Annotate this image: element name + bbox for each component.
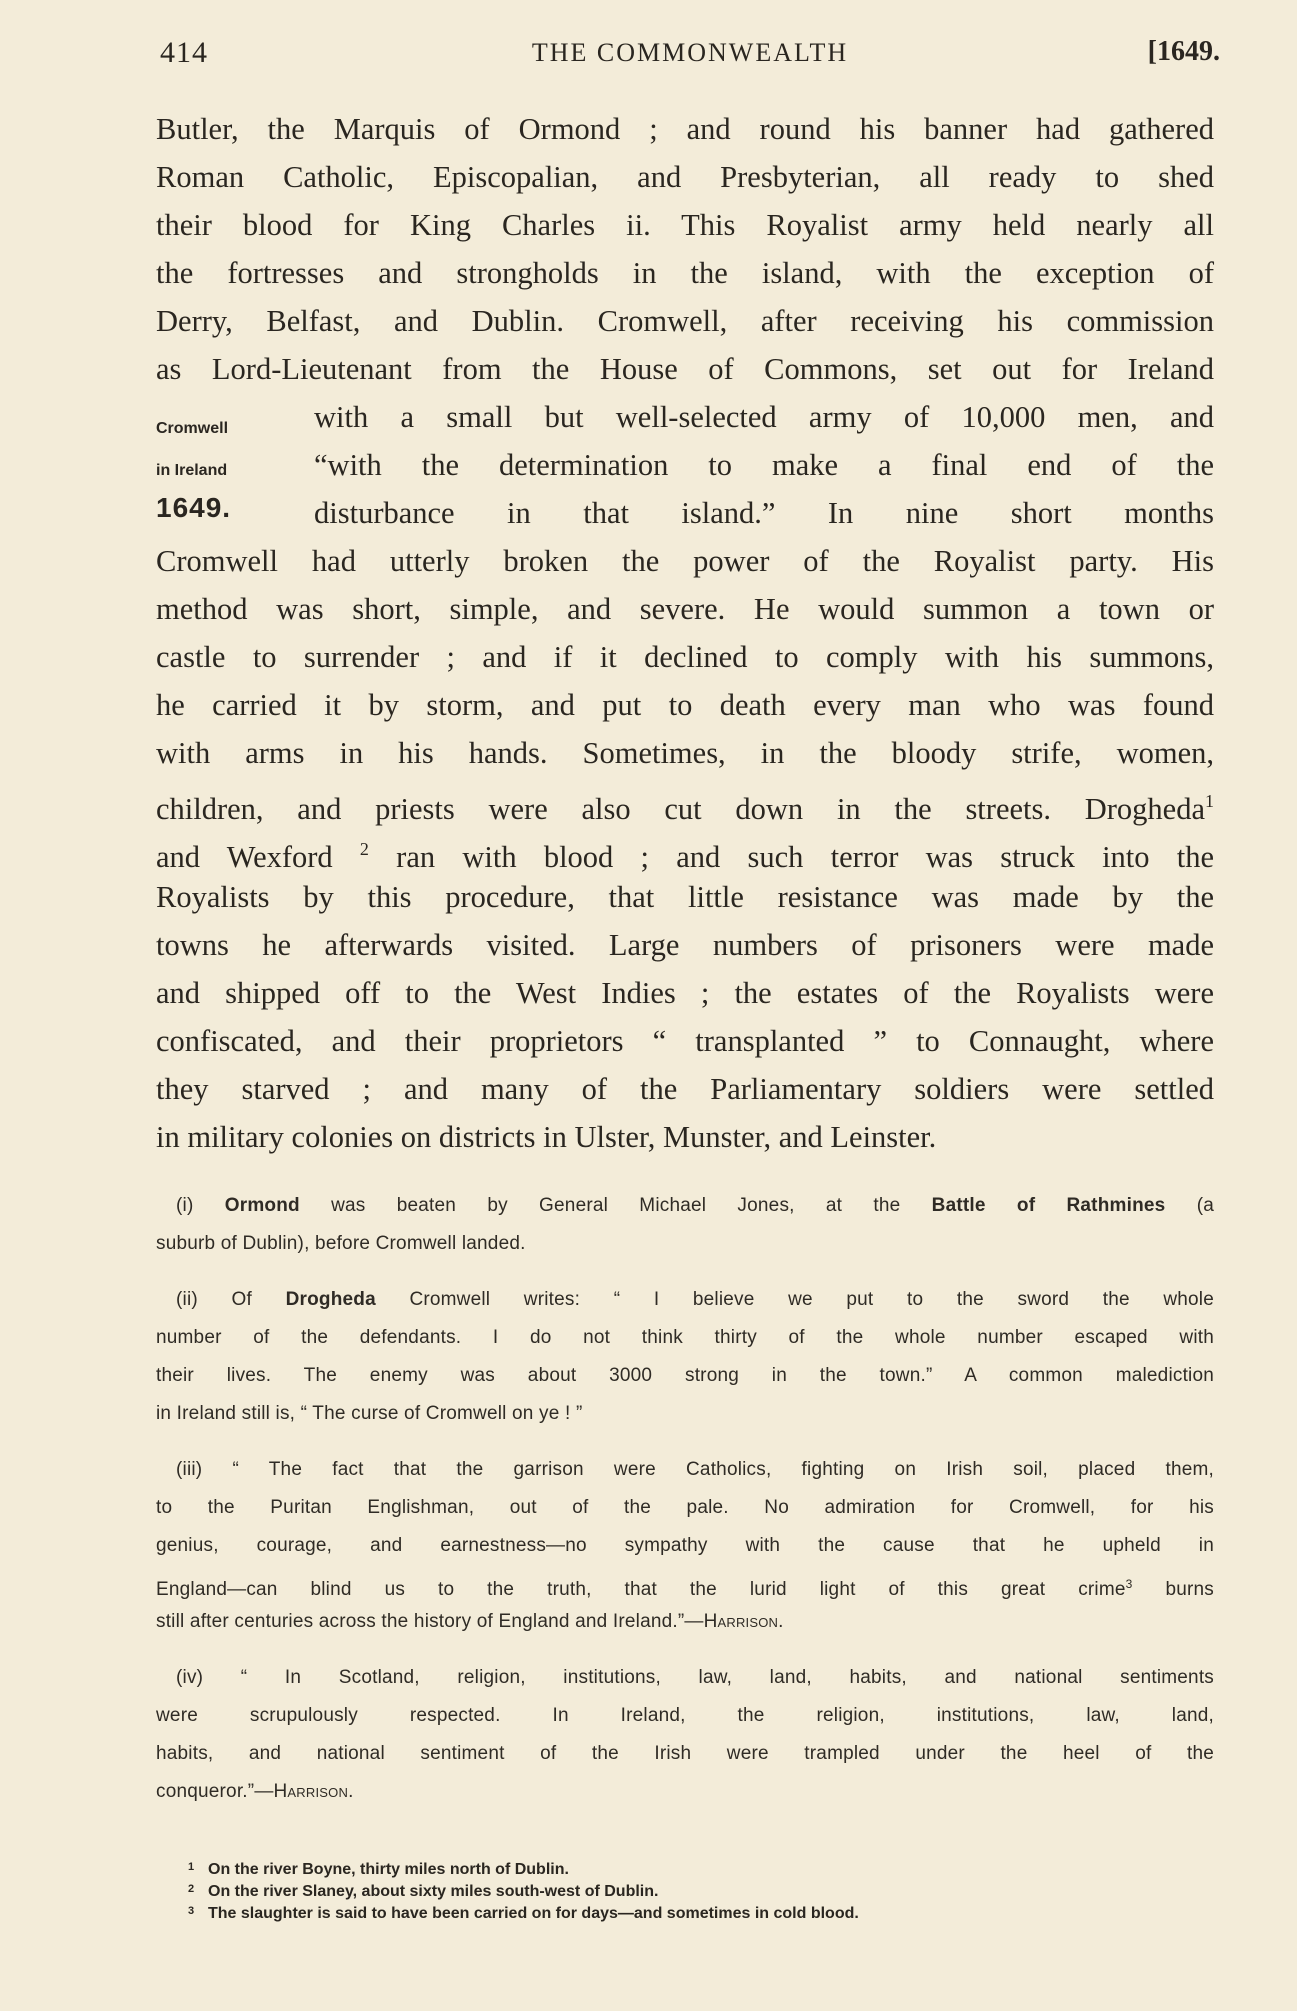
notes-section: [156, 1187, 1214, 1829]
text-line: method was short, simple, and severe. He would summon a town or: [156, 592, 1214, 626]
text-line: as Lord-Lieutenant from the House of Commons, set out for Ireland: [156, 352, 1214, 386]
running-title: THE COMMONWEALTH: [531, 38, 849, 67]
text-line: in military colonies on districts in Ulster, Munster, and Leinster.: [156, 1120, 937, 1154]
note-line: (iv) “ In Scotland, religion, institutions, law, land, habits, and national sentiments: [176, 1667, 1214, 1688]
text-line: their blood for King Charles ii. This Royalist army held nearly all: [156, 208, 1214, 242]
text-line: [156, 825, 1214, 873]
text-line: towns he afterwards visited. Large numbers of prisoners were made: [156, 928, 1214, 962]
note-line: to the Puritan Englishman, out of the pale. No admiration for Cromwell, for his: [156, 1497, 1214, 1518]
text-line: the fortresses and strongholds in the island, with the exception of: [156, 256, 1214, 290]
note-iii: [156, 1451, 1214, 1641]
footnote-mark: 2: [188, 1883, 195, 1895]
footnote-ref-1: 1: [1205, 791, 1214, 811]
note-i: [156, 1187, 1214, 1263]
note-text: conqueror.”—: [156, 1781, 274, 1802]
text-line: Butler, the Marquis of Ormond ; and round his banner had gathered: [156, 112, 1214, 146]
note-line: [156, 1603, 1214, 1641]
text-line: castle to surrender ; and if it declined to comply with his summons,: [156, 640, 1214, 674]
note-text: still after centuries across the history of England and Ireland.”—: [156, 1611, 704, 1632]
footnotes: [188, 1856, 1208, 1922]
note-line: habits, and national sentiment of the Irish were trampled under the heel of the: [156, 1743, 1214, 1764]
text-line: Royalists by this procedure, that little resistance was made by the: [156, 880, 1214, 914]
note-line: suburb of Dublin), before Cromwell landed.: [156, 1233, 526, 1254]
note-text: was beaten by General Michael Jones, at the: [299, 1195, 932, 1216]
note-line: [156, 1565, 1214, 1603]
footnote-ref-2: 2: [359, 839, 369, 859]
note-term: Drogheda: [285, 1289, 376, 1310]
footnote-mark: 3: [188, 1905, 195, 1917]
header-year: [1649.: [1147, 36, 1220, 67]
note-line: were scrupulously respected. In Ireland, the religion, institutions, law, land,: [156, 1705, 1214, 1726]
text-line: “with the determination to make a final end of the: [314, 448, 1214, 482]
margin-note-cromwell: Cromwell: [156, 420, 229, 437]
margin-note-year: 1649.: [156, 492, 232, 523]
text-line: he carried it by storm, and put to death every man who was found: [156, 688, 1214, 722]
note-line: [156, 1773, 1214, 1811]
text-line: they starved ; and many of the Parliamentary soldiers were settled: [156, 1072, 1214, 1106]
note-line: [156, 1187, 1214, 1225]
footnote: [188, 1856, 1208, 1878]
text-line: [156, 777, 1214, 825]
text-line: with a small but well-selected army of 10,000 men, and: [314, 400, 1214, 434]
note-text: Cromwell writes: “ I believe we put to the sword the whole: [375, 1289, 1214, 1310]
text-fragment: and Wexford: [156, 840, 333, 874]
note-text: burns: [1132, 1579, 1214, 1600]
footnote-ref-3: 3: [1125, 1577, 1133, 1591]
note-line: their lives. The enemy was about 3000 strong in the town.” A common malediction: [156, 1365, 1214, 1386]
text-line: Roman Catholic, Episcopalian, and Presbyterian, all ready to shed: [156, 160, 1214, 194]
note-label: (ii) Of: [176, 1289, 252, 1310]
footnote-text: On the river Boyne, thirty miles north of Dublin.: [208, 1861, 569, 1878]
text-line: with arms in his hands. Sometimes, in the bloody strife, women,: [156, 736, 1214, 770]
text-line: disturbance in that island.” In nine short months: [314, 496, 1214, 530]
footnote-text: On the river Slaney, about sixty miles south-west of Dublin.: [208, 1883, 659, 1900]
note-iv: [156, 1659, 1214, 1811]
note-line: number of the defendants. I do not think thirty of the whole number escaped with: [156, 1327, 1214, 1348]
note-line: (iii) “ The fact that the garrison were Catholics, fighting on Irish soil, placed them,: [176, 1459, 1214, 1480]
note-text: (a: [1165, 1195, 1214, 1216]
page-number: 414: [160, 36, 208, 69]
footnote-mark: 1: [188, 1861, 195, 1873]
note-line: genius, courage, and earnestness—no sympathy with the cause that he upheld in: [156, 1535, 1214, 1556]
text-fragment: ran with blood ; and such terror was struck into the: [396, 840, 1215, 874]
page-header: [160, 36, 1220, 76]
note-line: [156, 1281, 1214, 1319]
margin-note-in-ireland: in Ireland: [156, 462, 228, 479]
footnote: [188, 1900, 1208, 1922]
note-label: (i): [176, 1195, 194, 1216]
text-fragment: children, and priests were also cut down in the streets. Drogheda: [156, 792, 1205, 826]
note-term: Ormond: [224, 1195, 300, 1216]
text-line: confiscated, and their proprietors “ transplanted ” to Connaught, where: [156, 1024, 1214, 1058]
text-line: Cromwell had utterly broken the power of the Royalist party. His: [156, 544, 1214, 578]
note-text: England—can blind us to the truth, that the lurid light of this great crime: [156, 1579, 1126, 1600]
text-line: Derry, Belfast, and Dublin. Cromwell, after receiving his commission: [156, 304, 1214, 338]
footnote: [188, 1878, 1208, 1900]
note-author: Harrison.: [703, 1611, 784, 1632]
text-line: and shipped off to the West Indies ; the estates of the Royalists were: [156, 976, 1214, 1010]
main-text: [156, 105, 1214, 1161]
note-line: in Ireland still is, “ The curse of Cromwell on ye ! ”: [156, 1403, 583, 1424]
footnote-text: The slaughter is said to have been carried on for days—and sometimes in cold blood.: [208, 1905, 859, 1922]
note-ii: [156, 1281, 1214, 1433]
note-term: Battle of Rathmines: [931, 1195, 1166, 1216]
note-author: Harrison.: [273, 1781, 354, 1802]
